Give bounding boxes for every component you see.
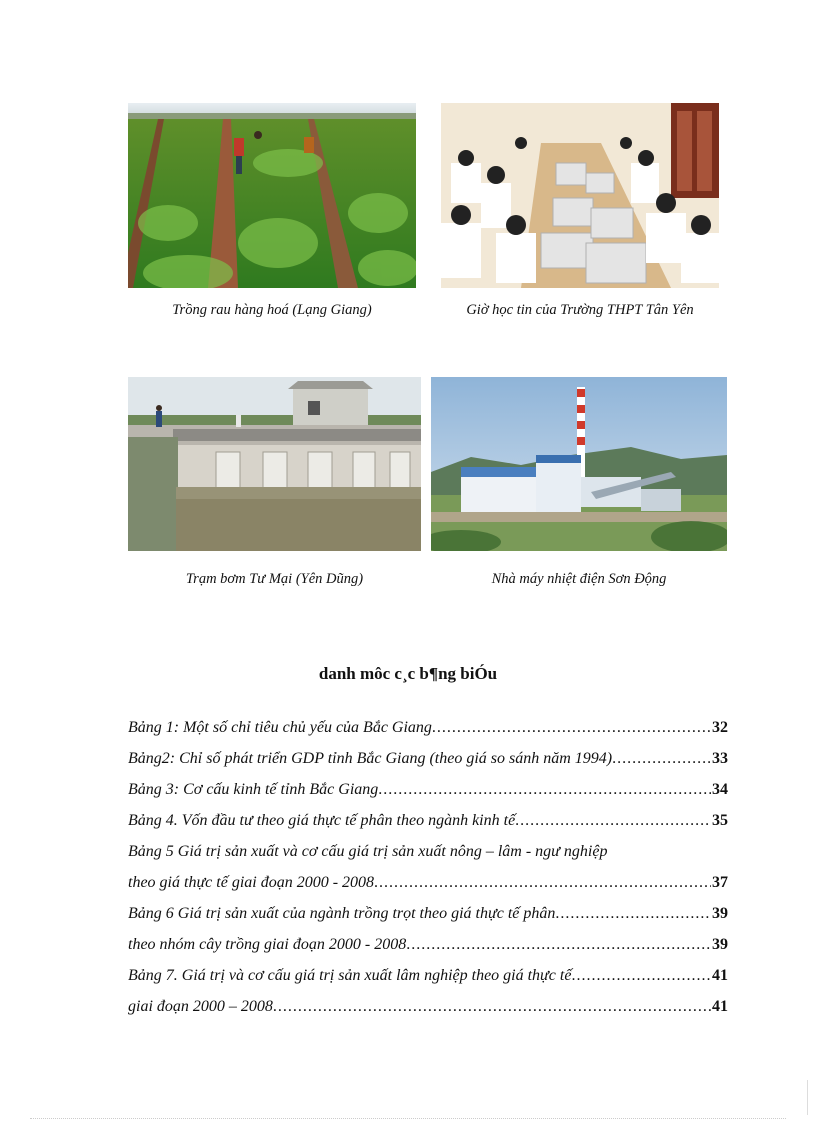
toc-entry-page: 35 [712,812,728,829]
toc-entry[interactable] [128,929,728,960]
toc-entry-page: 33 [712,750,728,767]
toc-entry[interactable] [128,774,728,805]
page-edge-mark [807,1080,808,1115]
toc-entry-label: Bảng 6 Giá trị sản xuất của ngành trồng trọt theo giá thực tế phân [128,905,556,922]
toc-entry-page: 41 [712,967,728,984]
toc-entry-label: Bảng 1: Một số chỉ tiêu chủ yếu của Bắc Giang [128,719,432,736]
toc-entry-label: Bảng 5 Giá trị sản xuất và cơ cấu giá trị sản xuất nông – lâm - ngư nghiệp [128,843,608,860]
toc-leader [378,774,711,805]
toc-entry-page: 32 [712,719,728,736]
toc-leader [612,743,711,774]
power-plant-photo [431,377,727,551]
toc-leader [555,898,711,929]
toc-entry[interactable] [128,960,728,991]
toc-leader [571,960,711,991]
toc-entry-label: giai đoạn 2000 – 2008 [128,998,273,1015]
toc-entry-label: Bảng 3: Cơ cấu kinh tế tỉnh Bắc Giang [128,781,379,798]
toc-entry-page: 34 [712,781,728,798]
toc-entry-label: theo giá thực tế giai đoạn 2000 - 2008 [128,874,375,891]
toc-entry[interactable] [128,805,728,836]
table-list-heading: danh môc c¸c b¶ng biÓu [318,664,498,683]
toc-leader [374,867,711,898]
toc-entry[interactable] [128,898,728,929]
toc-entry-page: 37 [712,874,728,891]
toc-leader [515,805,711,836]
toc-entry-page [727,836,728,867]
toc-entry[interactable] [128,991,728,1022]
toc-leader [273,991,711,1022]
toc-entry[interactable] [128,712,728,743]
figure-caption: Giờ học tin của Trường THPT Tân Yên [466,302,694,318]
computer-class-photo [441,103,719,288]
toc-entry-page: 39 [712,905,728,922]
figure-caption: Trạm bơm Tư Mại (Yên Dũng) [185,571,364,587]
toc-entry-label: Bảng2: Chỉ số phát triển GDP tỉnh Bắc Giang (theo giá so sánh năm 1994) [128,750,613,767]
page-bottom-border [30,1118,786,1119]
figure-caption: Trồng rau hàng hoá (Lạng Giang) [172,302,372,318]
vegetable-field-photo [128,103,416,288]
toc-entry-page: 39 [712,936,728,953]
toc-entry[interactable] [128,867,728,898]
toc-entry[interactable] [128,743,728,774]
toc-entry-label: Bảng 7. Giá trị và cơ cấu giá trị sản xuất lâm nghiệp theo giá thực tế [128,967,572,984]
toc-entry-page: 41 [712,998,728,1015]
toc-entry[interactable] [128,836,728,867]
figure-caption: Nhà máy nhiệt điện Sơn Động [491,571,667,587]
toc-entry-label: theo nhóm cây trồng giai đoạn 2000 - 2008 [128,936,407,953]
toc-entry-label: Bảng 4. Vốn đầu tư theo giá thực tế phân theo ngành kinh tế [128,812,516,829]
pumping-station-photo [128,377,421,551]
toc-leader [607,836,727,867]
toc-leader [432,712,711,743]
table-of-tables [128,712,728,1022]
toc-leader [406,929,711,960]
